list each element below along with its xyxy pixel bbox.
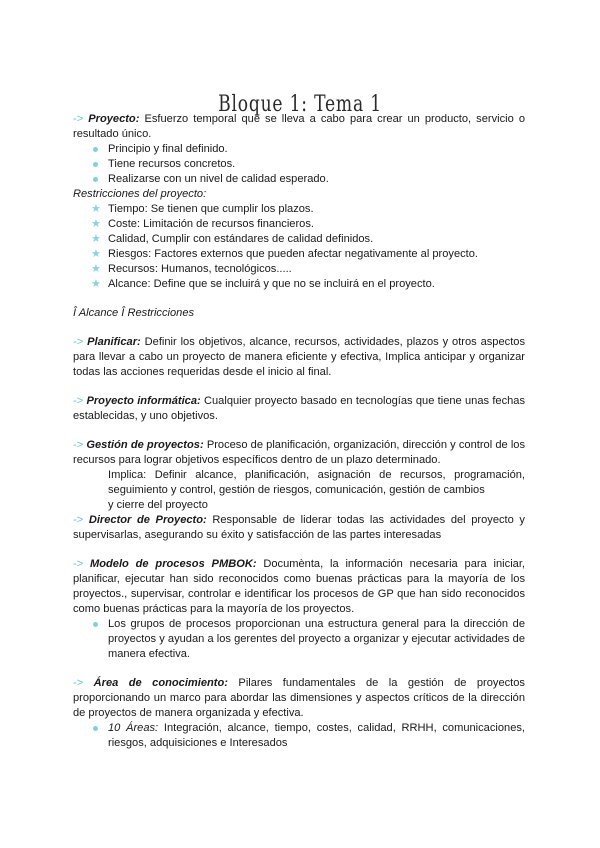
- arrow-icon: ->: [73, 514, 84, 526]
- restricciones-list: [73, 202, 525, 292]
- term-proyecto-informatica: Proyecto informática:: [86, 395, 201, 407]
- proyecto-bullet-list: [73, 142, 525, 187]
- arrow-icon: ->: [73, 113, 84, 125]
- term-proyecto: Proyecto:: [88, 113, 140, 125]
- list-item: Tiene recursos concretos.: [93, 157, 525, 172]
- area-text: Pilares fundamentales de la gestión de proyectos proporcionando un marco para abordar las dimensiones y aspectos críticos de la dirección de proyectos de manera organizada y efectiva.: [73, 677, 525, 719]
- star-icon: ★: [91, 218, 101, 230]
- list-item: Los grupos de procesos proporcionan una estructura general para la dirección de proyectos y ayudan a los gerentes del proyecto a organizar y ejecutar actividades de manera efectiva.: [93, 617, 525, 662]
- gestion-implica-end: y cierre del proyecto: [108, 499, 208, 511]
- star-icon: ★: [91, 203, 101, 215]
- term-pmbok: Modelo de procesos PMBOK:: [90, 558, 257, 570]
- proyecto-definition: [73, 112, 525, 142]
- restricciones-heading: Restricciones del proyecto:: [73, 188, 207, 200]
- list-item: ★ Alcance: Define que se incluirá y que no se incluirá en el proyecto.: [91, 278, 435, 290]
- director-text: Responsable de liderar todas las actividades del proyecto y supervisarlas, asegurando su éxito y satisfacción de las partes interesadas: [73, 514, 525, 541]
- pmbok-definition: [73, 557, 525, 617]
- arrow-icon: ->: [73, 439, 84, 451]
- pmbok-text: Documènta, la información necesaria para iniciar, planificar, ejecutar han sido reconocidos como buenas prácticas para la mayoría de los proyectos., supervisar, controlar e identificar los procesos de GP que han sido reconocidos como buenas prácticas para la mayoría de los proyectos.: [73, 558, 525, 615]
- proyecto-informatica-text: Cualquier proyecto basado en tecnologías que tiene unas fechas establecidas, y uno objetivos.: [73, 395, 525, 422]
- page-title: Bloque 1: Tema 1: [218, 91, 382, 117]
- area-bullet-list: [73, 721, 525, 751]
- director-definition: [73, 513, 525, 543]
- proyecto-text: Esfuerzo temporal que se lleva a cabo para crear un producto, servicio o resultado único.: [73, 113, 525, 140]
- gestion-text: Proceso de planificación, organización, dirección y control de los recursos para lograr objetivos específicos dentro de un plazo determinado.: [73, 439, 525, 466]
- list-item: ★ Tiempo: Se tienen que cumplir los plazos.: [91, 203, 314, 215]
- arrow-icon: ->: [73, 395, 84, 407]
- star-icon: ★: [91, 233, 101, 245]
- area-definition: [73, 676, 525, 721]
- gestion-implica: Implica: Definir alcance, planificación, asignación de recursos, programación, seguimiento y control, gestión de riesgos, comunicación, gestión de cambios: [108, 469, 525, 496]
- term-director: Director de Proyecto:: [88, 514, 207, 526]
- list-item: ★ Riesgos: Factores externos que pueden afectar negativamente al proyecto.: [91, 248, 479, 260]
- arrow-icon: ->: [73, 336, 84, 348]
- arrow-icon: ->: [73, 558, 84, 570]
- alcance-restricciones-note: Î Alcance Î Restricciones: [73, 307, 195, 319]
- planificar-definition: [73, 335, 525, 380]
- list-item: Principio y final definido.: [93, 142, 525, 157]
- pmbok-bullet-list: [73, 617, 525, 662]
- planificar-text: Definir los objetivos, alcance, recursos, actividades, plazos y otros aspectos para llevar a cabo un proyecto de manera eficiente y efectiva, Implica anticipar y organizar todas las acciones requeridas desde el inicio al final.: [73, 336, 525, 378]
- star-icon: ★: [91, 278, 101, 290]
- term-planificar: Planificar:: [87, 336, 141, 348]
- gestion-definition: [73, 438, 525, 468]
- term-area: Área de conocimiento:: [93, 677, 228, 689]
- areas-label: 10 Áreas:: [108, 722, 159, 734]
- list-item: Realizarse con un nivel de calidad esperado.: [93, 172, 525, 187]
- list-item: ★ Coste: Limitación de recursos financieros.: [91, 218, 314, 230]
- list-item: ★ Recursos: Humanos, tecnológicos.....: [91, 263, 292, 275]
- star-icon: ★: [91, 248, 101, 260]
- areas-text: Integración, alcance, tiempo, costes, calidad, RRHH, comunicaciones, riesgos, adquisiciones e Interesados: [108, 722, 525, 749]
- term-gestion: Gestión de proyectos:: [86, 439, 204, 451]
- list-item: ★ Calidad, Cumplir con estándares de calidad definidos.: [91, 233, 374, 245]
- star-icon: ★: [91, 263, 101, 275]
- list-item: [93, 721, 525, 751]
- arrow-icon: ->: [73, 677, 84, 689]
- document-body: [73, 112, 525, 751]
- proyecto-informatica-definition: [73, 394, 525, 424]
